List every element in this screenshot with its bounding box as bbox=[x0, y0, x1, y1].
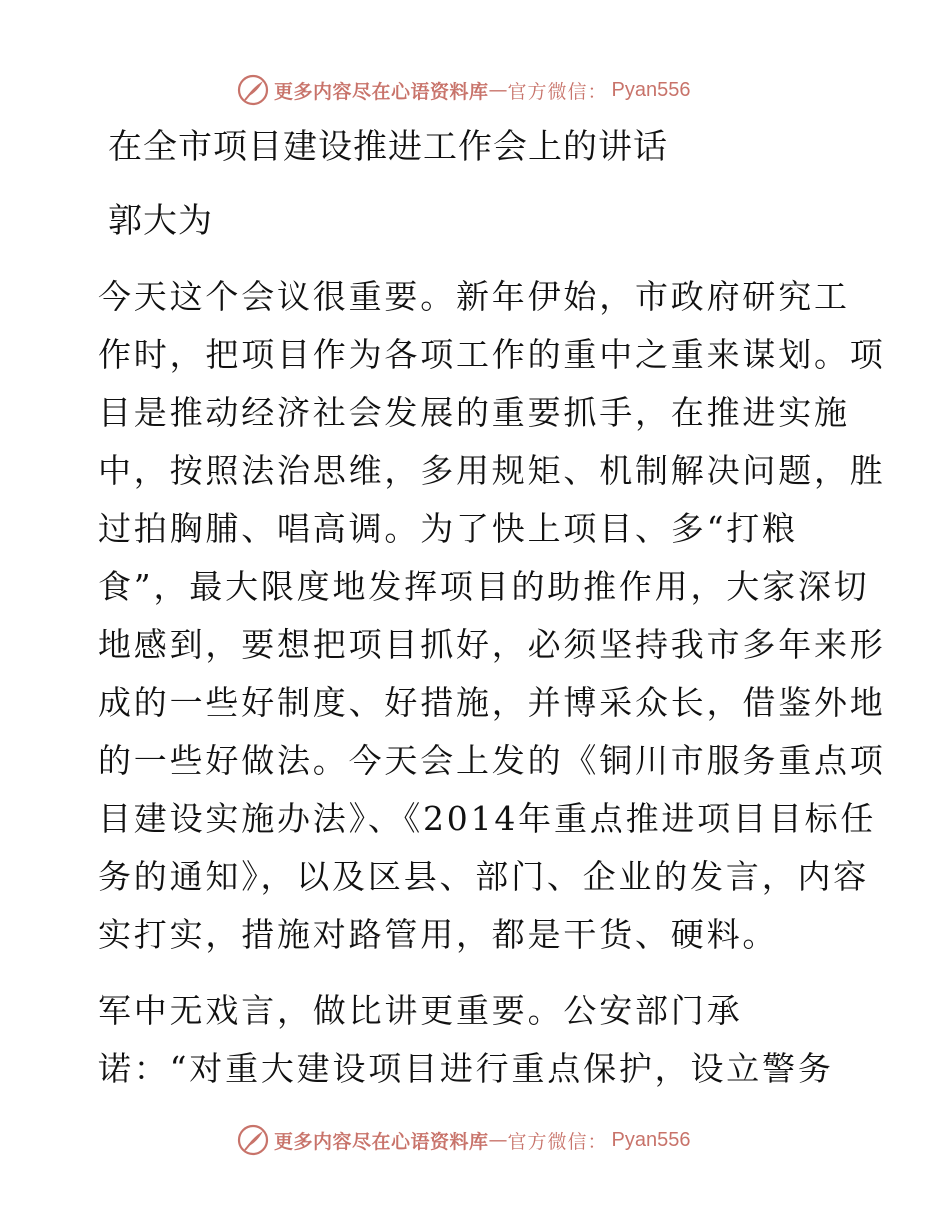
body-paragraph-1 bbox=[98, 268, 886, 964]
footer-watermark-banner bbox=[236, 1122, 756, 1158]
paragraph-line: 过拍胸脯、唱高调。为了快上项目、多“打粮 bbox=[98, 509, 798, 548]
paragraph-line: 作时，把项目作为各项工作的重中之重来谋划。项 bbox=[98, 335, 886, 374]
banner-separator: — bbox=[488, 79, 508, 101]
paragraph-line: 军中无戏言，做比讲更重要。公安部门承 bbox=[98, 991, 743, 1030]
banner-wechat-id: Pyan556 bbox=[611, 78, 691, 101]
paragraph-line: 实打实，措施对路管用，都是干货、硬料。 bbox=[98, 915, 779, 954]
paragraph-line: 食”，最大限度地发挥项目的助推作用，大家深切 bbox=[98, 567, 870, 606]
paragraph-line: 诺：“对重大建设项目进行重点保护，设立警务 bbox=[98, 1049, 834, 1088]
quill-logo-icon bbox=[236, 73, 270, 107]
paragraph-line: 务的通知》，以及区县、部门、企业的发言，内容 bbox=[98, 857, 870, 896]
quill-logo-icon bbox=[236, 1123, 270, 1157]
paragraph-line: 成的一些好制度、好措施，并博采众长，借鉴外地 bbox=[98, 683, 886, 722]
banner-separator: — bbox=[488, 1129, 508, 1151]
paragraph-line: 地感到，要想把项目抓好，必须坚持我市多年来形 bbox=[98, 625, 886, 664]
header-watermark-banner bbox=[236, 72, 756, 108]
document-author: 郭大为 bbox=[108, 201, 213, 241]
document-title: 在全市项目建设推进工作会上的讲话 bbox=[108, 127, 668, 167]
paragraph-line: 的一些好做法。今天会上发的《铜川市服务重点项 bbox=[98, 741, 886, 780]
body-paragraph-2 bbox=[98, 982, 858, 1098]
paragraph-line: 今天这个会议很重要。新年伊始，市政府研究工 bbox=[98, 277, 850, 316]
banner-wechat-id: Pyan556 bbox=[611, 1128, 691, 1151]
paragraph-line: 目是推动经济社会发展的重要抓手，在推进实施 bbox=[98, 393, 850, 432]
banner-wechat-label: 官方微信： bbox=[507, 1130, 608, 1153]
banner-brand-text: 更多内容尽在心语资料库 bbox=[274, 1130, 489, 1153]
paragraph-line: 目建设实施办法》、《2014年重点推进项目目标任 bbox=[98, 799, 877, 838]
banner-brand-text: 更多内容尽在心语资料库 bbox=[274, 80, 489, 103]
paragraph-line: 中，按照法治思维，多用规矩、机制解决问题，胜 bbox=[98, 451, 886, 490]
banner-wechat-label: 官方微信： bbox=[507, 80, 608, 103]
